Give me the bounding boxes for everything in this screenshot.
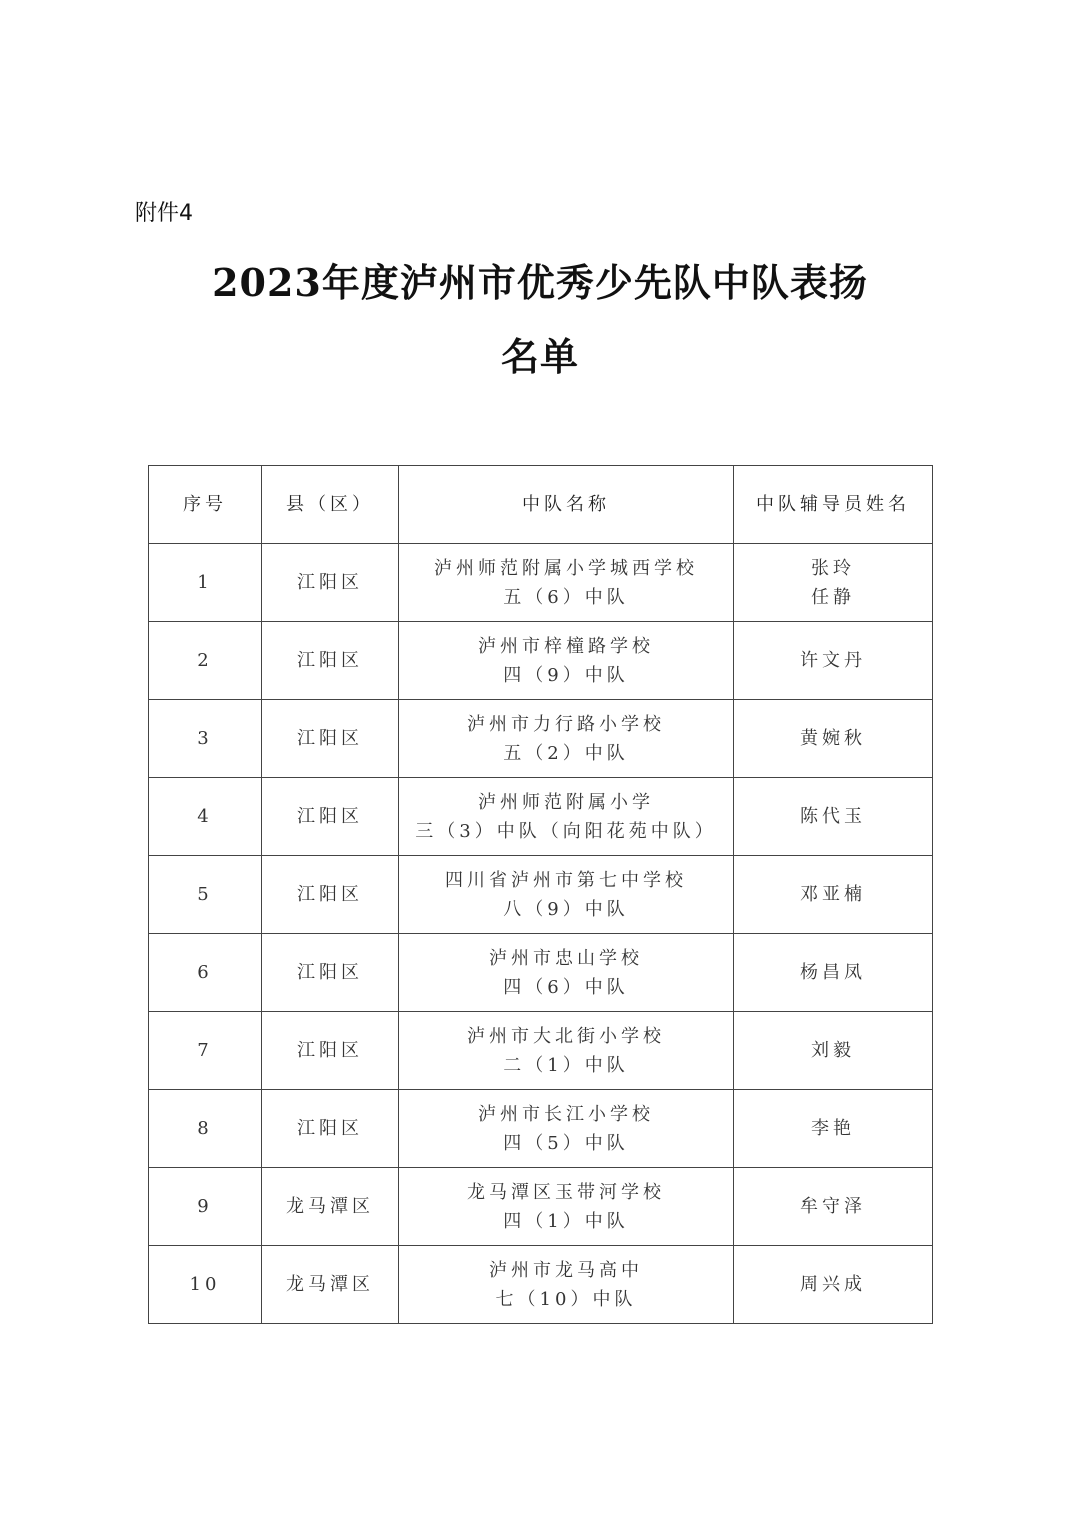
cell-district: 江阳区 (262, 856, 399, 934)
cell-no: 6 (149, 934, 262, 1012)
squad-name: 四（9）中队 (503, 664, 629, 686)
school-name: 四川省泸州市第七中学校 (445, 869, 687, 891)
school-name: 泸州市龙马高中 (489, 1259, 643, 1281)
cell-squad-name (399, 1090, 734, 1168)
table-row (149, 1012, 933, 1090)
honor-list-table (148, 465, 933, 1324)
table-row (149, 934, 933, 1012)
cell-no: 1 (149, 544, 262, 622)
cell-district: 江阳区 (262, 700, 399, 778)
cell-district: 江阳区 (262, 778, 399, 856)
school-name: 泸州市大北街小学校 (467, 1025, 665, 1047)
school-name: 泸州师范附属小学城西学校 (434, 557, 698, 579)
squad-name: 五（2）中队 (503, 742, 629, 764)
cell-counselor (734, 856, 933, 934)
table-row (149, 544, 933, 622)
squad-name: 四（1）中队 (503, 1210, 629, 1232)
counselor-name: 黄婉秋 (800, 728, 866, 749)
cell-counselor (734, 1168, 933, 1246)
cell-counselor (734, 778, 933, 856)
cell-no: 5 (149, 856, 262, 934)
counselor-name: 陈代玉 (800, 806, 866, 827)
cell-squad-name (399, 622, 734, 700)
school-name: 泸州市梓橦路学校 (478, 635, 654, 657)
cell-district: 江阳区 (262, 934, 399, 1012)
school-name: 泸州市力行路小学校 (467, 713, 665, 735)
counselor-name: 牟守泽 (800, 1196, 866, 1217)
counselor-name: 周兴成 (800, 1274, 866, 1295)
school-name: 龙马潭区玉带河学校 (467, 1181, 665, 1203)
cell-counselor (734, 622, 933, 700)
counselor-name: 许文丹 (800, 650, 866, 671)
cell-district: 江阳区 (262, 622, 399, 700)
cell-squad-name (399, 1168, 734, 1246)
table-row (149, 1246, 933, 1324)
cell-district: 江阳区 (262, 544, 399, 622)
counselor-name: 任静 (811, 586, 855, 608)
table-header-row (149, 466, 933, 544)
cell-no: 10 (149, 1246, 262, 1324)
header-squad-name: 中队名称 (399, 466, 734, 544)
cell-counselor (734, 544, 933, 622)
counselor-name: 李艳 (811, 1118, 855, 1139)
cell-district: 江阳区 (262, 1012, 399, 1090)
document-title: 2023年度泸州市优秀少先队中队表扬 (212, 260, 868, 305)
cell-no: 9 (149, 1168, 262, 1246)
squad-name: 五（6）中队 (503, 586, 629, 608)
cell-squad-name (399, 700, 734, 778)
counselor-name: 张玲 (811, 557, 855, 579)
cell-no: 2 (149, 622, 262, 700)
cell-counselor (734, 934, 933, 1012)
squad-name: 三（3）中队（向阳花苑中队） (415, 820, 717, 842)
squad-name: 四（5）中队 (503, 1132, 629, 1154)
document-title-line2: 名单 (500, 334, 579, 379)
squad-name: 二（1）中队 (503, 1054, 629, 1076)
squad-name: 四（6）中队 (503, 976, 629, 998)
counselor-name: 邓亚楠 (800, 884, 866, 905)
header-no: 序号 (149, 466, 262, 544)
cell-squad-name (399, 934, 734, 1012)
cell-counselor (734, 1246, 933, 1324)
squad-name: 七（10）中队 (495, 1288, 637, 1310)
header-district: 县（区） (262, 466, 399, 544)
cell-squad-name (399, 1246, 734, 1324)
cell-no: 4 (149, 778, 262, 856)
squad-name: 八（9）中队 (503, 898, 629, 920)
school-name: 泸州市忠山学校 (489, 947, 643, 969)
counselor-name: 刘毅 (811, 1040, 855, 1061)
cell-counselor (734, 1012, 933, 1090)
cell-no: 3 (149, 700, 262, 778)
cell-counselor (734, 700, 933, 778)
cell-squad-name (399, 1012, 734, 1090)
counselor-name: 杨昌凤 (800, 962, 866, 983)
attachment-label: 附件4 (135, 201, 193, 226)
cell-district: 龙马潭区 (262, 1168, 399, 1246)
table-row (149, 856, 933, 934)
cell-no: 7 (149, 1012, 262, 1090)
table-row (149, 778, 933, 856)
cell-squad-name (399, 778, 734, 856)
cell-counselor (734, 1090, 933, 1168)
cell-squad-name (399, 544, 734, 622)
header-counselor: 中队辅导员姓名 (734, 466, 933, 544)
school-name: 泸州师范附属小学 (478, 791, 654, 813)
table-row (149, 1168, 933, 1246)
table-row (149, 1090, 933, 1168)
cell-squad-name (399, 856, 734, 934)
school-name: 泸州市长江小学校 (478, 1103, 654, 1125)
cell-district: 龙马潭区 (262, 1246, 399, 1324)
cell-no: 8 (149, 1090, 262, 1168)
table-row (149, 700, 933, 778)
cell-district: 江阳区 (262, 1090, 399, 1168)
table-row (149, 622, 933, 700)
